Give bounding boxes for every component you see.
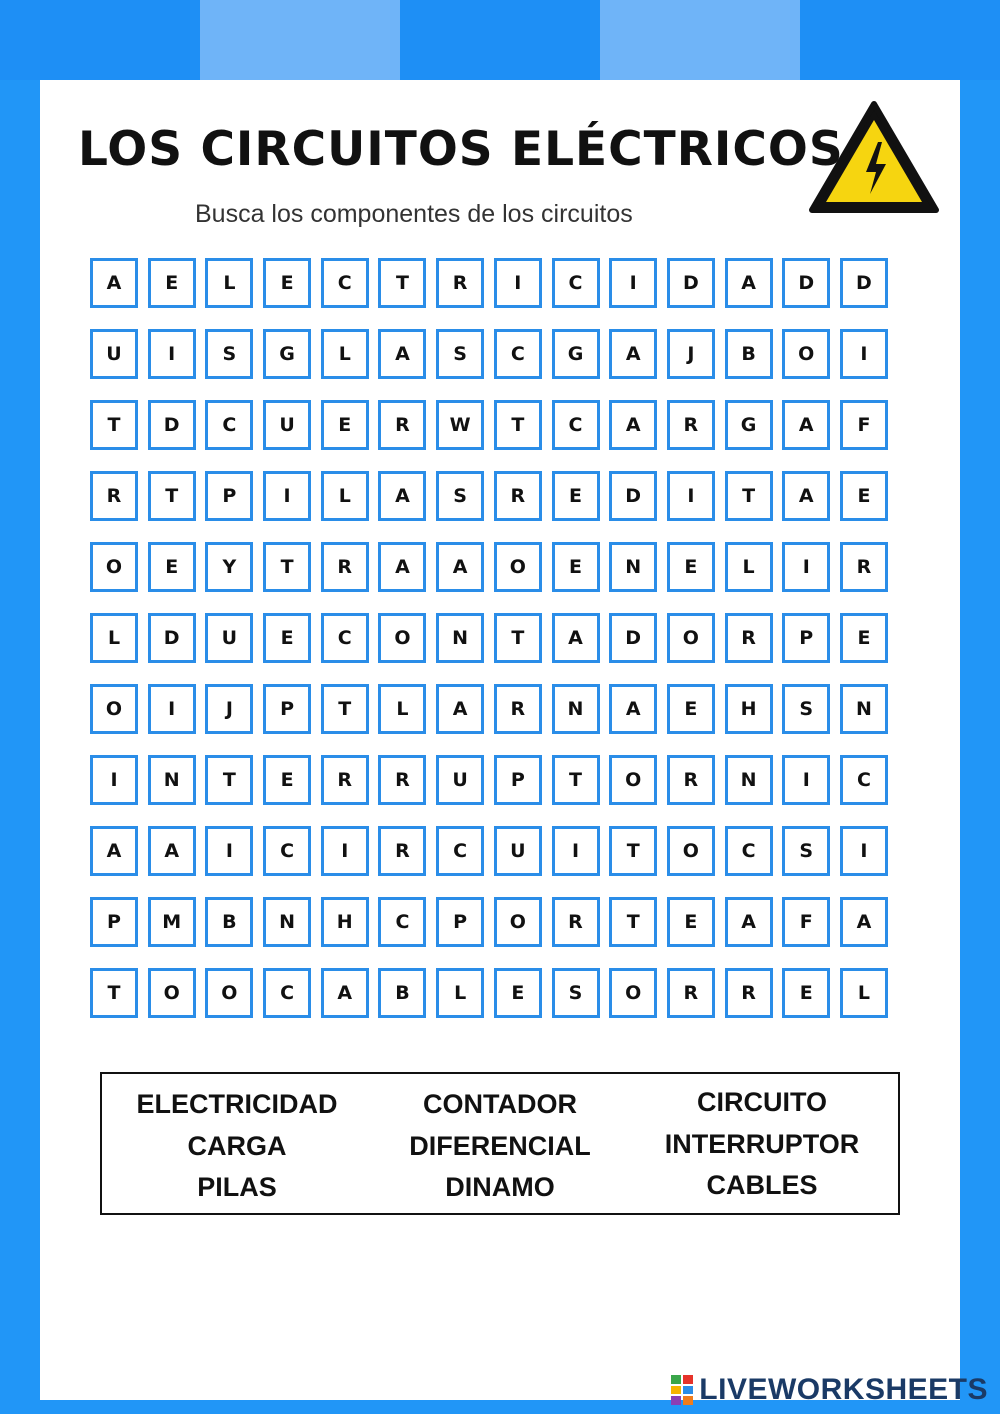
grid-letter-cell[interactable]: A <box>552 613 600 663</box>
grid-letter-cell[interactable]: R <box>378 400 426 450</box>
grid-letter-cell[interactable]: E <box>667 897 715 947</box>
grid-letter-cell[interactable]: H <box>321 897 369 947</box>
grid-letter-cell[interactable]: C <box>378 897 426 947</box>
grid-letter-cell[interactable]: I <box>840 329 888 379</box>
grid-letter-cell[interactable]: L <box>321 471 369 521</box>
grid-letter-cell[interactable]: T <box>494 400 542 450</box>
grid-letter-cell[interactable]: A <box>90 826 138 876</box>
grid-letter-cell[interactable]: R <box>321 542 369 592</box>
grid-letter-cell[interactable]: Y <box>205 542 253 592</box>
word-list-item: DINAMO <box>445 1172 555 1202</box>
grid-letter-cell[interactable]: N <box>725 755 773 805</box>
grid-letter-cell[interactable]: E <box>263 755 311 805</box>
word-list-item: CARGA <box>187 1130 287 1161</box>
grid-letter-cell[interactable]: T <box>205 755 253 805</box>
word-list-item: CONTADOR <box>423 1089 577 1119</box>
grid-letter-cell[interactable]: R <box>494 471 542 521</box>
grid-letter-cell[interactable]: A <box>378 471 426 521</box>
grid-letter-cell[interactable]: J <box>667 329 715 379</box>
grid-letter-cell[interactable]: A <box>609 329 657 379</box>
grid-letter-cell[interactable]: C <box>840 755 888 805</box>
word-list-column <box>632 1082 892 1207</box>
grid-letter-cell[interactable]: F <box>782 897 830 947</box>
brand-footer <box>671 1372 988 1408</box>
grid-letter-cell[interactable]: J <box>205 684 253 734</box>
grid-letter-cell[interactable]: R <box>436 258 484 308</box>
grid-letter-cell[interactable]: A <box>609 400 657 450</box>
grid-letter-cell[interactable]: U <box>263 400 311 450</box>
grid-letter-cell[interactable]: P <box>90 897 138 947</box>
grid-letter-cell[interactable]: O <box>148 968 196 1018</box>
word-search-grid <box>90 258 888 1018</box>
grid-letter-cell[interactable]: T <box>263 542 311 592</box>
grid-letter-cell[interactable]: C <box>263 826 311 876</box>
grid-letter-cell[interactable]: I <box>205 826 253 876</box>
grid-letter-cell[interactable]: R <box>725 968 773 1018</box>
grid-letter-cell[interactable]: P <box>494 755 542 805</box>
grid-letter-cell[interactable]: O <box>782 329 830 379</box>
grid-letter-cell[interactable]: D <box>782 258 830 308</box>
grid-letter-cell[interactable]: T <box>90 400 138 450</box>
grid-letter-cell[interactable]: B <box>378 968 426 1018</box>
worksheet-page <box>40 80 960 1400</box>
grid-letter-cell[interactable]: L <box>436 968 484 1018</box>
grid-letter-cell[interactable]: D <box>609 613 657 663</box>
grid-letter-cell[interactable]: R <box>667 400 715 450</box>
word-list-item: INTERRUPTOR <box>664 1128 860 1159</box>
grid-letter-cell[interactable]: I <box>609 258 657 308</box>
top-stripe-band <box>0 0 1000 80</box>
grid-letter-cell[interactable]: T <box>609 826 657 876</box>
page-subtitle: Busca los componentes de los circuitos <box>195 200 633 228</box>
grid-letter-cell[interactable]: P <box>205 471 253 521</box>
word-list-box <box>100 1072 900 1215</box>
grid-letter-cell[interactable]: C <box>436 826 484 876</box>
grid-letter-cell[interactable]: C <box>552 400 600 450</box>
grid-letter-cell[interactable]: A <box>436 684 484 734</box>
grid-letter-cell[interactable]: I <box>667 471 715 521</box>
grid-letter-cell[interactable]: O <box>494 897 542 947</box>
grid-letter-cell[interactable]: E <box>782 968 830 1018</box>
grid-letter-cell[interactable]: A <box>90 258 138 308</box>
grid-letter-cell[interactable]: N <box>840 684 888 734</box>
grid-letter-cell[interactable]: S <box>782 826 830 876</box>
grid-letter-cell[interactable]: E <box>148 258 196 308</box>
grid-letter-cell[interactable]: N <box>148 755 196 805</box>
grid-letter-cell[interactable]: I <box>552 826 600 876</box>
grid-letter-cell[interactable]: A <box>378 329 426 379</box>
grid-letter-cell[interactable]: C <box>321 613 369 663</box>
grid-letter-cell[interactable]: E <box>552 542 600 592</box>
grid-letter-cell[interactable]: O <box>378 613 426 663</box>
grid-letter-cell[interactable]: A <box>840 897 888 947</box>
grid-letter-cell[interactable]: R <box>378 755 426 805</box>
grid-letter-cell[interactable]: T <box>148 471 196 521</box>
grid-letter-cell[interactable]: S <box>782 684 830 734</box>
brand-name: LIVEWORKSHEETS <box>699 1373 988 1406</box>
grid-letter-cell[interactable]: E <box>148 542 196 592</box>
grid-letter-cell[interactable]: R <box>840 542 888 592</box>
grid-letter-cell[interactable]: P <box>436 897 484 947</box>
grid-letter-cell[interactable]: L <box>378 684 426 734</box>
grid-letter-cell[interactable]: P <box>782 613 830 663</box>
grid-letter-cell[interactable]: A <box>321 968 369 1018</box>
grid-letter-cell[interactable]: P <box>263 684 311 734</box>
grid-letter-cell[interactable]: O <box>90 684 138 734</box>
grid-letter-cell[interactable]: O <box>667 826 715 876</box>
grid-letter-cell[interactable]: E <box>840 471 888 521</box>
grid-letter-cell[interactable]: T <box>725 471 773 521</box>
grid-letter-cell[interactable]: D <box>840 258 888 308</box>
grid-letter-cell[interactable]: E <box>263 613 311 663</box>
grid-letter-cell[interactable]: E <box>321 400 369 450</box>
grid-letter-cell[interactable]: B <box>725 329 773 379</box>
grid-letter-cell[interactable]: T <box>552 755 600 805</box>
grid-letter-cell[interactable]: H <box>725 684 773 734</box>
grid-letter-cell[interactable]: S <box>436 329 484 379</box>
grid-letter-cell[interactable]: I <box>494 258 542 308</box>
grid-letter-cell[interactable]: L <box>725 542 773 592</box>
grid-letter-cell[interactable]: R <box>90 471 138 521</box>
grid-letter-cell[interactable]: C <box>725 826 773 876</box>
grid-letter-cell[interactable]: I <box>148 684 196 734</box>
grid-letter-cell[interactable]: O <box>609 755 657 805</box>
grid-letter-cell[interactable]: E <box>667 684 715 734</box>
grid-letter-cell[interactable]: L <box>840 968 888 1018</box>
grid-letter-cell[interactable]: C <box>205 400 253 450</box>
grid-letter-cell[interactable]: R <box>725 613 773 663</box>
grid-letter-cell[interactable]: A <box>725 897 773 947</box>
grid-letter-cell[interactable]: N <box>609 542 657 592</box>
grid-letter-cell[interactable]: D <box>148 400 196 450</box>
grid-letter-cell[interactable]: T <box>609 897 657 947</box>
grid-letter-cell[interactable]: U <box>90 329 138 379</box>
grid-letter-cell[interactable]: N <box>436 613 484 663</box>
grid-letter-cell[interactable]: O <box>609 968 657 1018</box>
grid-letter-cell[interactable]: I <box>321 826 369 876</box>
high-voltage-warning-icon <box>808 100 940 216</box>
grid-letter-cell[interactable]: I <box>90 755 138 805</box>
grid-letter-cell[interactable]: A <box>782 471 830 521</box>
grid-letter-cell[interactable]: A <box>725 258 773 308</box>
grid-letter-cell[interactable]: U <box>205 613 253 663</box>
grid-letter-cell[interactable]: O <box>205 968 253 1018</box>
word-list-column <box>107 1084 367 1209</box>
grid-letter-cell[interactable]: A <box>436 542 484 592</box>
grid-letter-cell[interactable]: I <box>263 471 311 521</box>
grid-letter-cell[interactable]: E <box>840 613 888 663</box>
grid-letter-cell[interactable]: C <box>494 329 542 379</box>
grid-letter-cell[interactable]: E <box>263 258 311 308</box>
grid-letter-cell[interactable]: R <box>321 755 369 805</box>
grid-letter-cell[interactable]: R <box>494 684 542 734</box>
grid-letter-cell[interactable]: D <box>609 471 657 521</box>
page-title: LOS CIRCUITOS ELÉCTRICOS <box>78 122 844 177</box>
grid-letter-cell[interactable]: F <box>840 400 888 450</box>
grid-letter-cell[interactable]: E <box>552 471 600 521</box>
grid-letter-cell[interactable]: I <box>782 755 830 805</box>
grid-letter-cell[interactable]: I <box>782 542 830 592</box>
grid-letter-cell[interactable]: T <box>321 684 369 734</box>
grid-letter-cell[interactable]: G <box>263 329 311 379</box>
grid-letter-cell[interactable]: I <box>840 826 888 876</box>
grid-letter-cell[interactable]: T <box>90 968 138 1018</box>
grid-letter-cell[interactable]: S <box>552 968 600 1018</box>
word-list-column <box>370 1084 630 1209</box>
grid-letter-cell[interactable]: E <box>494 968 542 1018</box>
grid-letter-cell[interactable]: T <box>494 613 542 663</box>
grid-letter-cell[interactable]: A <box>378 542 426 592</box>
grid-letter-cell[interactable]: D <box>148 613 196 663</box>
grid-letter-cell[interactable]: R <box>378 826 426 876</box>
grid-letter-cell[interactable]: C <box>552 258 600 308</box>
grid-letter-cell[interactable]: W <box>436 400 484 450</box>
liveworksheets-logo-icon <box>671 1375 693 1405</box>
grid-letter-cell[interactable]: C <box>263 968 311 1018</box>
grid-letter-cell[interactable]: T <box>378 258 426 308</box>
grid-letter-cell[interactable]: R <box>552 897 600 947</box>
grid-letter-cell[interactable]: U <box>436 755 484 805</box>
grid-letter-cell[interactable]: A <box>609 684 657 734</box>
grid-letter-cell[interactable]: S <box>436 471 484 521</box>
grid-letter-cell[interactable]: S <box>205 329 253 379</box>
grid-letter-cell[interactable]: R <box>667 755 715 805</box>
grid-letter-cell[interactable]: E <box>667 542 715 592</box>
grid-letter-cell[interactable]: G <box>552 329 600 379</box>
grid-letter-cell[interactable]: A <box>148 826 196 876</box>
grid-letter-cell[interactable]: L <box>321 329 369 379</box>
grid-letter-cell[interactable]: N <box>552 684 600 734</box>
grid-letter-cell[interactable]: O <box>90 542 138 592</box>
grid-letter-cell[interactable]: N <box>263 897 311 947</box>
grid-letter-cell[interactable]: L <box>205 258 253 308</box>
grid-letter-cell[interactable]: G <box>725 400 773 450</box>
grid-letter-cell[interactable]: C <box>321 258 369 308</box>
word-list-item: PILAS <box>197 1172 277 1202</box>
word-list-item: ELECTRICIDAD <box>136 1089 338 1119</box>
word-list-item: DIFERENCIAL <box>409 1130 591 1161</box>
grid-letter-cell[interactable]: R <box>667 968 715 1018</box>
grid-letter-cell[interactable]: I <box>148 329 196 379</box>
grid-letter-cell[interactable]: U <box>494 826 542 876</box>
grid-letter-cell[interactable]: B <box>205 897 253 947</box>
grid-letter-cell[interactable]: O <box>667 613 715 663</box>
word-list-item: CIRCUITO <box>696 1087 827 1117</box>
grid-letter-cell[interactable]: O <box>494 542 542 592</box>
grid-letter-cell[interactable]: M <box>148 897 196 947</box>
grid-letter-cell[interactable]: L <box>90 613 138 663</box>
grid-letter-cell[interactable]: A <box>782 400 830 450</box>
grid-letter-cell[interactable]: D <box>667 258 715 308</box>
word-list-item: CABLES <box>706 1170 818 1200</box>
